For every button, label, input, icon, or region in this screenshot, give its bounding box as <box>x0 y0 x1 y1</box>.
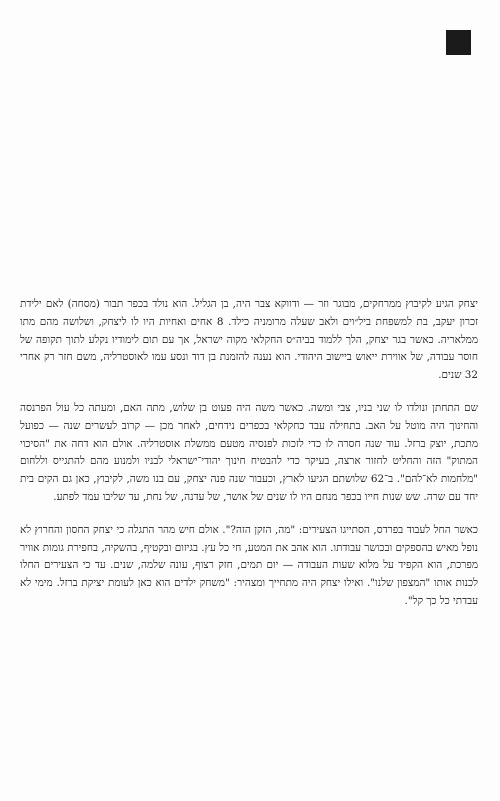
paragraph-3: כאשר החל לעבוד בפרדס, הסתייגו הצעירים: "מה, הזקן הזה?". אולם חיש מהר התגלה כי יצחק החסון והחרוץ לא נופל מאיש בהספקים ובכושר עבודתו. הוא אהב את המטע, חי כל עץ. בגיזום ובקטיף, בהשקיה, בחפירת גומות אוויר מפרכת, הוא הקפיד על מלוא שעות העבודה — יום תמים, חזק רצוף, עונה שלמה, שנים. עד כי הצעירים החלו לכנות אותו "המצפון שלנו". ואילו יצחק היה מתחייך ומצהיר: "משחק ילדים הוא כאן לעומת יציקת ברזל. מימי לא עבדתי כל כך קל". <box>20 523 478 607</box>
body-text <box>20 296 478 626</box>
paragraph-2: שם התחתן ונולדו לו שני בניו, צבי ומשה. כאשר משה היה פעוט בן שלוש, מתה האם, ומעתה כל עול הפרנסה והחינוך היה מוטל על האב. בתחילה עבד כחקלאי בכפרים נידחים, לאחר מכן — קרוב לעשרים שנה — כפועל מתכת, יוצק ברזל. עוד שנה חסרה לו כדי לזכות לפנסיה מטעם ממשלת אוסטרליה. אולם הוא דחה את "הסיכוי המתוק" הזה והחליט לחזור ארצה, בעיקר כדי להבטיח חינוך יהודי־ישראלי לבניו ולמנוע מהם להתגייס וללחום "מלחמות לא־להם". ב־62 שלושתם הגיעו לארץ, וכעבור שנה פנה יצחק, עם בנו משה, לקיבוץ, כאן גם הקים בית יחד עם שרה. שש שנות חייו בכפר מנחם היו לו שנים של אושר, של עדנה, של נחת, עד שליבו עמד לפתע. <box>20 401 479 503</box>
page-corner-marker <box>446 30 471 55</box>
paragraph-1: יצחק הגיע לקיבוץ ממרחקים, מבוגר וזר — ודווקא צבר היה, בן הגליל. הוא נולד בכפר תבור (מסחה) לאם ילידת זכרון יעקב, בת למשפחת ביל״וים ולאב שעלה מרומניה כילד. 8 אחים ואחיות היו לו ליצחק, ושלושה מהם מתו ממלאריה. כאשר בגר יצחק, הלך ללמוד בביה״ס החקלאי מקוה ישראל, אך עם תום לימודיו נקלע לתוך תקופה של חוסר עבודה, של אווירת ייאוש ביישוב היהודי. הוא נענה להזמנת בן דוד ונסע עמו לאוסטרליה, משם חזר רק אחרי 32 שנים. <box>20 298 479 382</box>
